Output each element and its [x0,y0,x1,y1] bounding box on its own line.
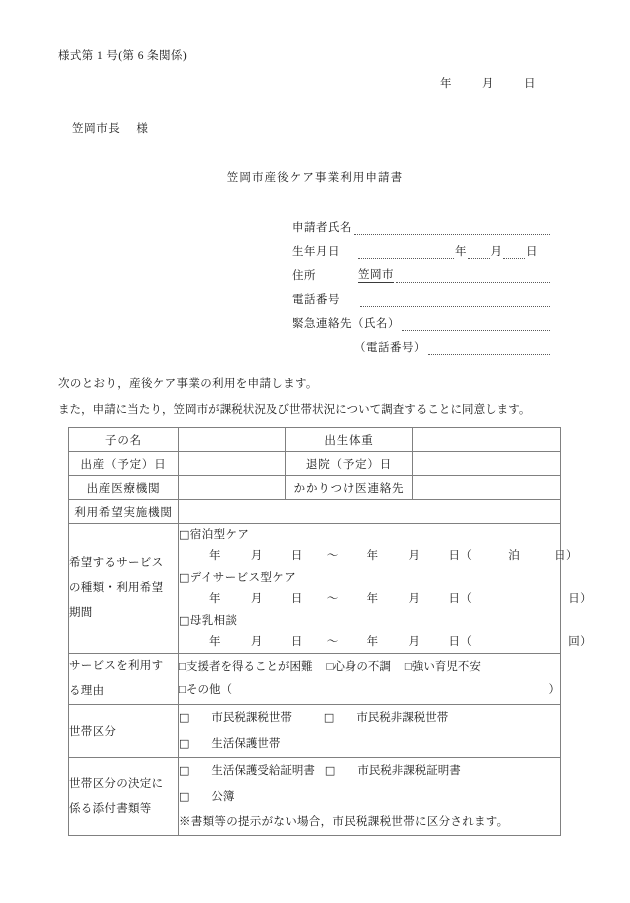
service-label-line-2: の種類・利用希望 [69,582,164,594]
page-title: 笠岡市産後ケア事業利用申請書 [226,172,404,184]
address-city-prefix: 笠岡市 [358,266,394,283]
birth-month-label: 月 [490,246,502,258]
breastfeeding-to-year: 年 [366,636,379,648]
overnight-from-month: 月 [250,550,263,562]
attachment-options-cell [179,758,561,836]
reason-option-health[interactable]: □心身の不調 [326,661,391,673]
statement-line-2: また，申請に当たり，笠岡市が課税状況及び世帯状況について調査することに同意します。 [58,404,531,416]
dayservice-to-month: 月 [408,593,421,605]
form-number: 様式第 1 号(第 6 条関係) [58,50,188,62]
dayservice-from-year: 年 [209,593,221,605]
checkbox-icon[interactable]: □ [324,764,336,777]
child-name-label: 子の名 [69,428,179,452]
birth-day-label: 日 [526,246,538,258]
breastfeeding-from-day: 日 [290,636,303,648]
checkbox-icon[interactable]: □ [179,711,190,724]
addressee-honorific: 様 [136,123,149,135]
applicant-phone-input[interactable] [360,293,550,307]
service-option-dayservice[interactable] [179,567,560,589]
overnight-from-day: 日 [290,550,303,562]
table-row-child-name [69,428,561,452]
attachment-options-row-1 [179,758,560,784]
statement-line-1: 次のとおり，産後ケア事業の利用を申請します。 [58,378,318,390]
dayservice-tilde: 〜 [326,593,339,605]
attachment-option-public-record[interactable]: 公簿 [211,791,235,803]
reason-label-line-2: る理由 [69,685,105,697]
emergency-phone-row [292,331,550,355]
reason-other-row [179,679,560,702]
dayservice-from-day: 日 [290,593,303,605]
date-line [440,75,536,91]
service-option-overnight-label: 宿泊型ケア [189,529,250,541]
birth-weight-label: 出生体重 [286,428,413,452]
checkbox-icon[interactable]: □ [323,711,335,724]
overnight-to-month: 月 [408,550,421,562]
service-label [69,524,179,654]
attachment-options-row-2 [179,784,560,810]
table-row-reason [69,654,561,705]
emergency-name-label: （氏名） [352,318,400,330]
birth-hospital-label: 出産医療機関 [69,476,179,500]
reason-option-no-support[interactable]: □支援者を得ることが困難 [179,661,313,673]
attachment-option-welfare-cert[interactable]: 生活保護受給証明書 [211,765,315,777]
addressee-name: 笠岡市長 [72,123,121,135]
dayservice-to-day: 日（ [448,593,473,605]
reason-label-line-1: サービスを利用す [69,660,164,672]
applicant-birth-row [292,235,550,259]
table-row-attachment [69,758,561,836]
addressee [72,120,149,136]
service-label-line-3: 期間 [69,607,93,619]
birth-day-input[interactable] [503,245,525,259]
overnight-from-year: 年 [209,550,221,562]
birth-month-input[interactable] [468,245,490,259]
table-row-service [69,524,561,654]
birth-date-value-input[interactable] [179,452,286,476]
overnight-nights-unit: 泊 [508,550,521,562]
household-option-welfare[interactable]: 生活保護世帯 [211,738,281,750]
table-row-household [69,705,561,758]
overnight-days-unit: 日） [554,550,578,562]
reason-other-close-paren: ） [548,684,560,696]
service-options-cell [179,524,593,654]
discharge-date-input[interactable] [413,452,561,476]
statement-block [58,375,574,427]
applicant-name-input[interactable] [354,221,550,235]
breastfeeding-from-year: 年 [209,636,221,648]
attachment-label [69,758,179,836]
attachment-note: ※書類等の提示がない場合，市民税課税世帯に区分されます。 [179,816,509,828]
birth-date-input[interactable] [358,245,454,259]
service-option-overnight[interactable] [179,524,560,546]
checkbox-icon[interactable]: □ [179,790,190,803]
overnight-to-day: 日（ [448,550,473,562]
breastfeeding-to-month: 月 [408,636,421,648]
attachment-label-line-2: 係る添付書類等 [69,802,152,815]
emergency-phone-input[interactable] [428,341,550,355]
family-doctor-label: かかりつけ医連絡先 [286,476,413,500]
applicant-address-label: 住所 [292,270,316,282]
service-label-line-1: 希望するサービス [69,557,164,569]
desired-facility-label: 利用希望実施機関 [69,500,179,524]
checkbox-icon[interactable]: □ [179,737,190,750]
birth-weight-input[interactable] [413,428,561,452]
applicant-address-row [292,259,550,283]
emergency-phone-label: （電話番号） [354,342,426,354]
table-row-desired-facility [69,500,561,524]
service-breastfeeding-period[interactable] [179,632,593,653]
attachment-label-line-1: 世帯区分の決定に [69,777,164,790]
breastfeeding-from-month: 月 [250,636,263,648]
household-option-nontaxed[interactable]: 市民税非課税世帯 [356,712,449,724]
reason-option-other[interactable]: □その他（ [179,684,232,696]
dayservice-to-year: 年 [366,593,379,605]
discharge-date-label: 退院（予定）日 [286,452,413,476]
applicant-phone-row [292,283,550,307]
family-doctor-input[interactable] [413,476,561,500]
child-name-input[interactable] [179,428,286,452]
applicant-address-input[interactable] [396,269,550,283]
applicant-phone-label: 電話番号 [292,294,340,306]
checkbox-icon[interactable]: □ [179,571,190,584]
household-options-cell [179,705,561,758]
applicant-block [292,211,550,355]
reason-options-row [179,656,560,679]
reason-options-cell [179,654,561,705]
overnight-to-year: 年 [366,550,379,562]
checkbox-icon[interactable]: □ [179,614,190,627]
date-year-label: 年 [440,78,452,90]
breastfeeding-times-unit: 回） [568,636,593,648]
desired-facility-input[interactable] [179,500,561,524]
checkbox-icon[interactable]: □ [179,528,190,541]
service-dayservice-period[interactable] [179,589,593,610]
service-option-dayservice-label: デイサービス型ケア [189,572,297,584]
date-day-label: 日 [524,78,536,90]
table-row-hospital [69,476,561,500]
birth-date-label: 出産（予定）日 [69,452,179,476]
overnight-tilde: 〜 [326,550,339,562]
application-table [68,427,593,836]
emergency-contact-label: 緊急連絡先 [292,318,352,330]
table-row-birth-date [69,452,561,476]
applicant-name-label: 申請者氏名 [292,222,352,234]
dayservice-from-month: 月 [250,593,263,605]
applicant-name-row [292,211,550,235]
household-label: 世帯区分 [69,705,179,758]
reason-label [69,654,179,705]
service-overnight-period[interactable] [179,546,578,567]
household-options-row-2 [179,731,560,757]
service-option-breastfeeding[interactable] [179,610,560,632]
service-option-breastfeeding-label: 母乳相談 [189,615,238,627]
dayservice-days-unit: 日） [568,593,593,605]
reason-option-anxiety[interactable]: □強い育児不安 [404,661,481,673]
birth-hospital-input[interactable] [179,476,286,500]
household-option-taxed[interactable]: 市民税課税世帯 [211,712,292,724]
breastfeeding-to-day: 日（ [448,636,473,648]
household-options-row-1 [179,705,560,731]
applicant-birth-label: 生年月日 [292,246,340,258]
emergency-name-input[interactable] [402,317,550,331]
emergency-name-row [292,307,550,331]
date-month-label: 月 [482,78,494,90]
breastfeeding-tilde: 〜 [326,636,339,648]
attachment-option-nontax-cert[interactable]: 市民税非課税証明書 [357,765,461,777]
birth-year-label: 年 [455,246,467,258]
checkbox-icon[interactable]: □ [179,764,190,777]
